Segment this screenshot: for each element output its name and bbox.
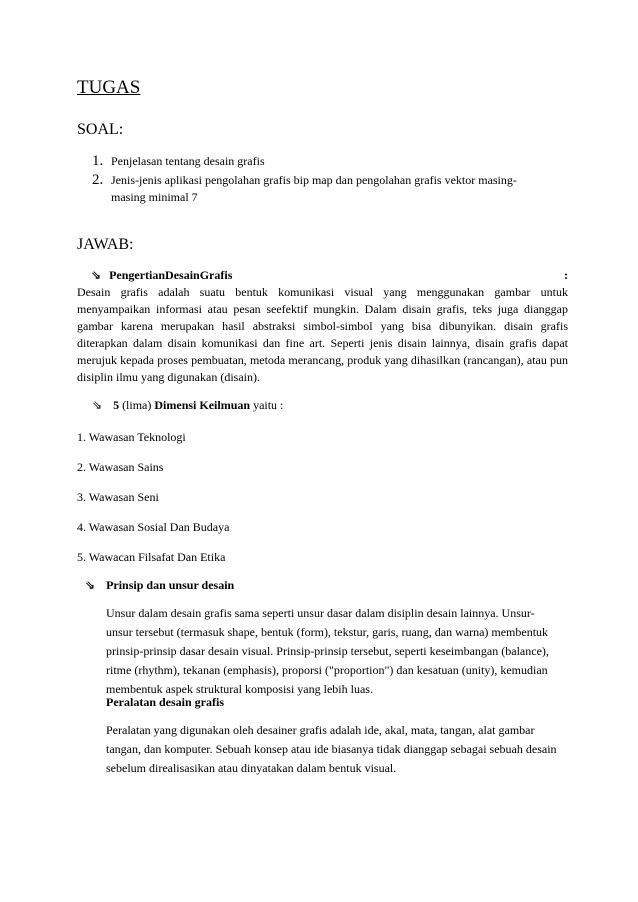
dimensi-suffix: yaitu : (253, 398, 284, 412)
dimensi-heading: Dimensi Keilmuan (154, 398, 251, 412)
soal-label: SOAL: (77, 121, 124, 138)
dimensi-heading-row (92, 398, 283, 413)
question-number: 1. (92, 153, 104, 169)
pengertian-colon: : (564, 268, 568, 282)
peralatan-block (106, 721, 561, 778)
pengertian-section (77, 267, 568, 386)
page-title: TUGAS (77, 77, 141, 98)
list-item: 2. Wawasan Sains (77, 460, 164, 474)
arrow-bullet-icon: ⇘ (91, 268, 102, 282)
jawab-label: JAWAB: (77, 236, 134, 253)
pengertian-paragraph: Desain grafis adalah suatu bentuk komunikasi visual yang menggunakan gambar untuk menyampaikan informasi atau pesan seefektif mungkin. Dalam disain grafis, teks juga dianggap gambar karena merupakan hasil abstraksi simbol-simbol yang bisa dibunyikan. disain grafis diterapkan dalam disain komunikasi dan fine art. Seperti jenis disain lainnya, disain grafis dapat merujuk kepada proses pembuatan, metoda merancang, produk yang dihasilkan (rancangan), atau pun disiplin ilmu yang digunakan (disain). (77, 285, 568, 384)
arrow-bullet-icon: ⇘ (85, 578, 96, 592)
question-list (92, 153, 532, 208)
question-text: Penjelasan tentang desain grafis (111, 154, 265, 168)
list-item: 5. Wawacan Filsafat Dan Etika (77, 550, 226, 564)
prinsip-paragraph: Unsur dalam desain grafis sama seperti unsur dasar dalam disiplin desain lainnya. Unsur-unsur tersebut (termasuk shape, bentuk (form), tekstur, garis, ruang, dan warna) membentuk prinsip-prinsip dasar desain visual. Prinsip-prinsip tersebut, seperti keseimbangan (balance), ritme (rhythm), tekanan (emphasis), proporsi ("proportion") dan kesatuan (unity), kemudian membentuk aspek struktural komposisi yang lebih luas. (106, 606, 549, 696)
arrow-bullet-icon: ⇘ (92, 398, 103, 412)
pengertian-heading-row (77, 267, 568, 284)
peralatan-paragraph: Peralatan yang digunakan oleh desainer grafis adalah ide, akal, mata, tangan, alat gambar tangan, dan komputer. Sebuah konsep atau ide biasanya tidak dianggap sebagai sebuah desain sebelum direalisasikan atau dinyatakan dalam bentuk visual. (106, 723, 557, 775)
dimensi-count: 5 (113, 398, 120, 412)
prinsip-heading-row (85, 578, 234, 593)
dimensi-count-word: (lima) (122, 398, 152, 412)
list-item: 1. Wawasan Teknologi (77, 430, 186, 444)
peralatan-heading: Peralatan desain grafis (106, 695, 224, 709)
prinsip-heading: Prinsip dan unsur desain (106, 578, 235, 592)
prinsip-block (106, 604, 561, 699)
question-text: Jenis-jenis aplikasi pengolahan grafis bip map dan pengolahan grafis vektor masing-masing minimal 7 (111, 173, 517, 204)
question-item (92, 172, 532, 206)
pengertian-heading: PengertianDesainGrafis (109, 268, 233, 282)
list-item: 3. Wawasan Seni (77, 490, 159, 504)
question-item (92, 153, 532, 170)
list-item: 4. Wawasan Sosial Dan Budaya (77, 520, 230, 534)
question-number: 2. (92, 172, 104, 188)
